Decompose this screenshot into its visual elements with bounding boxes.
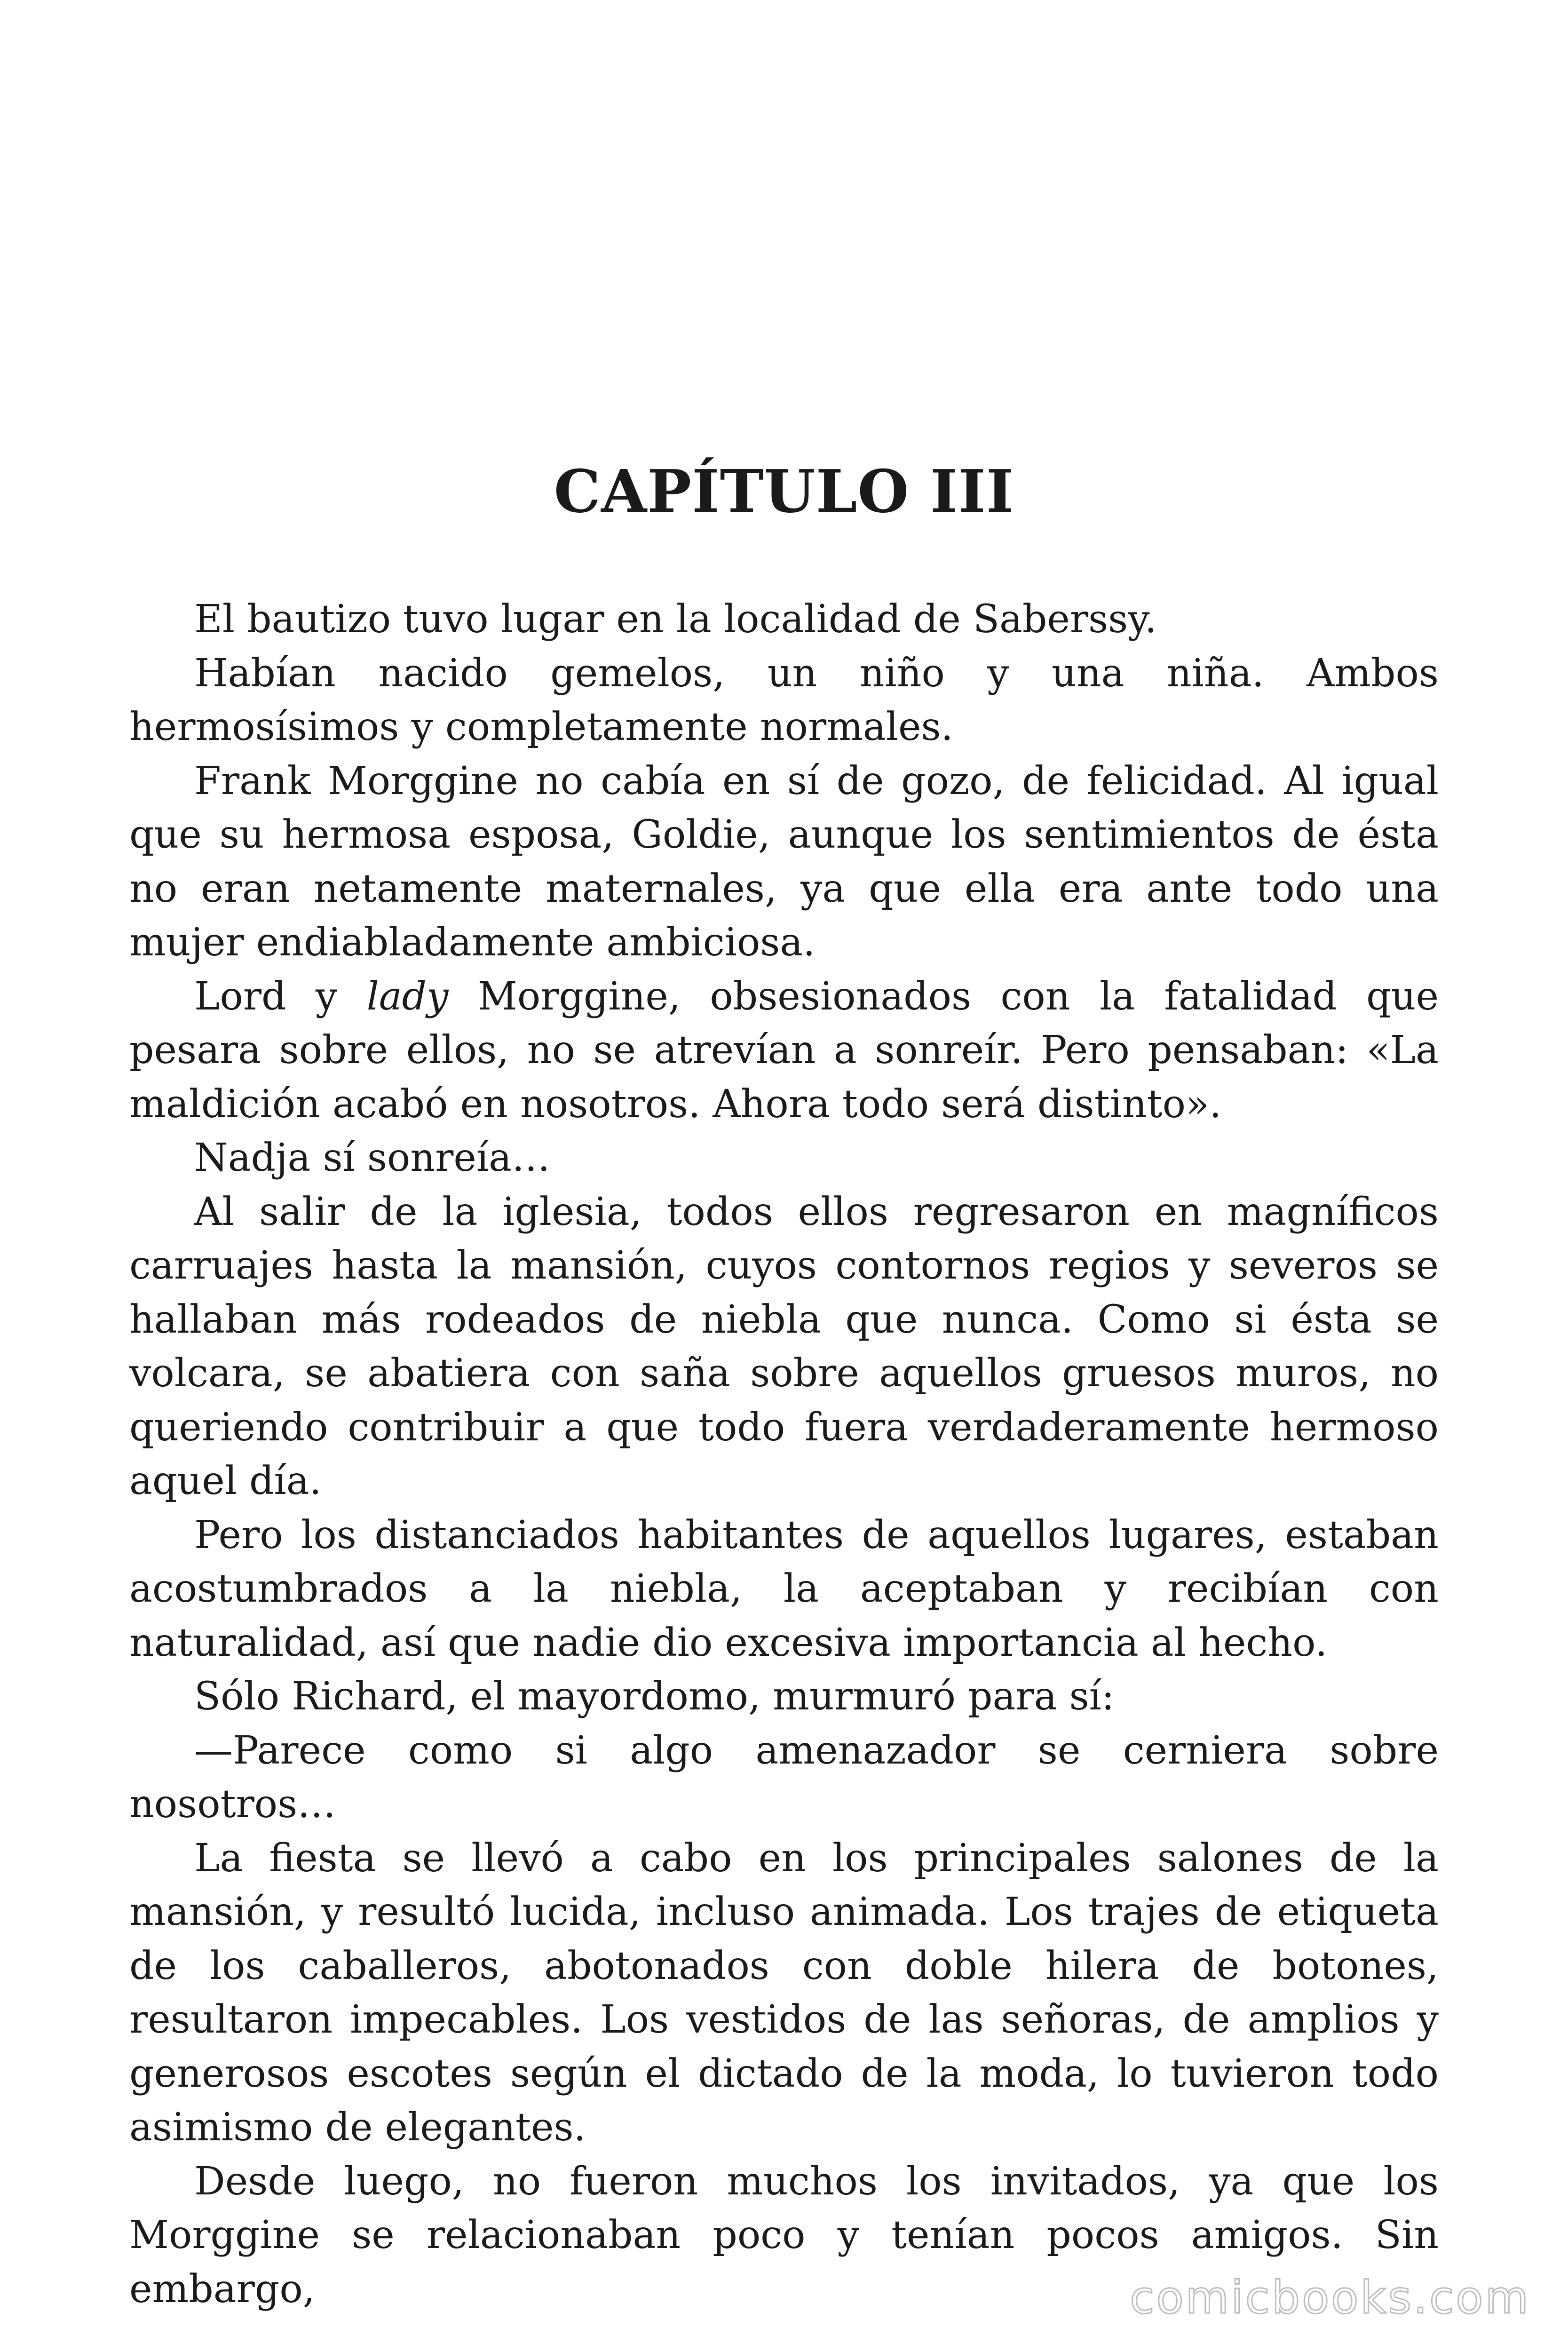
paragraph-4-start: Lord y — [194, 974, 367, 1019]
paragraph-3: Frank Morggine no cabía en sí de gozo, de felicidad. Al igual que su hermosa esposa, Goldie, aunque los sentimientos de ésta no eran netamente maternales, ya que ella era ante todo una mujer endiabladamente ambiciosa. — [129, 758, 1439, 965]
paragraph-2: Habían nacido gemelos, un niño y una niña. Ambos hermosísimos y completamente normales. — [129, 651, 1439, 749]
paragraph-4-rest: Morggine, obsesionados con la fatalidad que pesara sobre ellos, no se atrevían a sonreír. Pero pensaban: «La maldición acabó en nosotros. Ahora todo será distinto». — [129, 974, 1439, 1127]
paragraph-4 — [129, 970, 1439, 1132]
paragraph-1: El bautizo tuvo lugar en la localidad de Saberssy. — [194, 597, 1157, 642]
paragraph-10: La fiesta se llevó a cabo en los principales salones de la mansión, y resultó lucida, incluso animada. Los trajes de etiqueta de los caballeros, abotonados con doble hilera de botones, resultaron impecables. Los vestidos de las señoras, de amplios y generosos escotes según el dictado de la moda, lo tuvieron todo asimismo de elegantes. — [129, 1836, 1439, 2150]
paragraph-11: Desde luego, no fueron muchos los invitados, ya que los Morggine se relacionaban poco y tenían pocos amigos. Sin embargo, — [129, 2159, 1439, 2312]
italic-word: lady — [366, 974, 449, 1019]
watermark: comicbooks.com — [1130, 2272, 1530, 2324]
paragraph-7: Pero los distanciados habitantes de aquellos lugares, estaban acostumbrados a la niebla, la aceptaban y recibían con naturalidad, así que nadie dio excesiva importancia al hecho. — [129, 1512, 1439, 1665]
paragraph-8: Sólo Richard, el mayordomo, murmuró para sí: — [194, 1674, 1115, 1719]
chapter-title: CAPÍTULO III — [554, 457, 1014, 526]
paragraph-6: Al salir de la iglesia, todos ellos regresaron en magníficos carruajes hasta la mansión, cuyos contornos regios y severos se hallaban más rodeados de niebla que nunca. Como si ésta se volcara, se abatiera con saña sobre aquellos gruesos muros, no queriendo contribuir a que todo fuera verdaderamente hermoso aquel día. — [129, 1189, 1439, 1503]
paragraph-9: —Parece como si algo amenazador se cerniera sobre nosotros… — [129, 1728, 1439, 1827]
paragraph-5: Nadja sí sonreía… — [194, 1136, 550, 1180]
chapter-body — [129, 593, 1439, 2316]
